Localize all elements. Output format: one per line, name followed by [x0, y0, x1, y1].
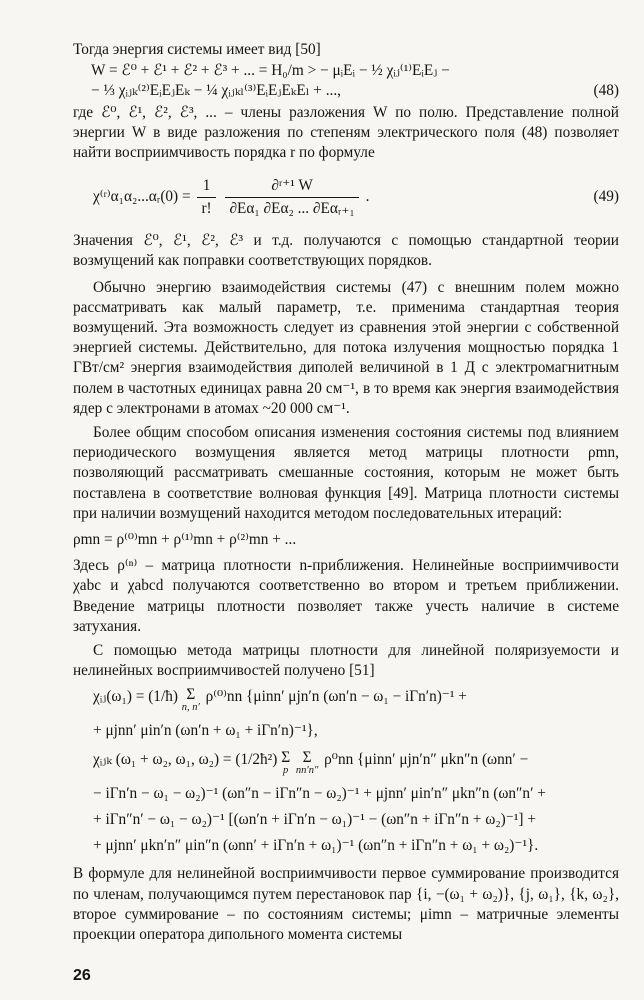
intro-paragraph: Тогда энергия системы имеет вид [50]: [73, 41, 321, 58]
fraction-2-numerator: ∂ʳ⁺¹ W: [225, 176, 358, 198]
paragraph-density-method: С помощью метода матрицы плотности для линейной поляризуемости и нелинейных восприимчивостей получено [51]: [73, 642, 619, 680]
sum-symbol: Σ: [186, 686, 196, 704]
equation-chi-nonlinear-line-3: [73, 810, 619, 830]
text-column: [73, 40, 619, 945]
equation-density-series-text: ρmn = ρ⁽⁰⁾mn + ρ⁽¹⁾mn + ρ⁽²⁾mn + ...: [73, 531, 297, 549]
sum-limits-1: p: [283, 764, 289, 776]
equation-48-line-1: [73, 61, 619, 81]
paragraph-values: Значения ℰ⁰, ℰ¹, ℰ², ℰ³ и т.д. получаются с помощью стандартной теории возмущений как поправки соответствующих порядков.: [73, 232, 619, 270]
equation-49-lhs: χ⁽ʳ⁾α₁α₂...αᵣ(0) =: [93, 188, 191, 206]
equation-chi-nonlinear-rhs: ρ⁰nn {μinn′ μjn′n″ μkn″n (ωnn′ −: [324, 750, 529, 768]
fraction-1-denominator: r!: [201, 200, 212, 218]
equation-chi-nonlinear-lhs: χᵢⱼₖ (ω₁ + ω₂, ω₁, ω₂) = (1/2ħ²): [93, 750, 278, 768]
fraction-partial-derivative: [225, 176, 358, 219]
equation-48-line-2: [73, 81, 619, 101]
equation-chi-linear-rhs: ρ⁽⁰⁾nn {μinn′ μjn′n (ωn′n − ω₁ − iΓn′n)⁻¹ +: [205, 688, 467, 706]
equation-48-number: (48): [593, 82, 619, 100]
equation-density-series: [73, 530, 619, 550]
fraction-2-denominator: ∂Eα₁ ∂Eα₂ ... ∂Eαᵣ₊₁: [229, 200, 355, 218]
paragraph-final: В формуле для нелинейной восприимчивости первое суммирование производится по членам, получающимся путем перестановок пар {i, −(ω₁ + ω₂)}, {j, ω₁}, {k, ω₂}, второе суммирование – по состояниям системы; μimn – матричные элементы проекции оператора дипольного момента системы: [73, 865, 619, 943]
paragraph-after-48: где ℰ⁰, ℰ¹, ℰ², ℰ³, ... – члены разложения W по полю. Представление полной энергии W в виде разложения по степеням электрического поля (48) позволяет найти восприимчивость порядка r по формуле: [73, 103, 619, 162]
equation-chi-nonlinear-line-1: [73, 750, 619, 778]
sum-symbol-2: Σ: [302, 748, 312, 766]
equation-chi-nonlinear-line-4: [73, 836, 619, 856]
equation-chi-linear-continuation: [73, 721, 619, 741]
sum-limits-2: nn′n″: [295, 764, 319, 776]
paragraph-here: Здесь ρ⁽ⁿ⁾ – матрица плотности n-приближения. Нелинейные восприимчивости χabc и χabcd получаются соответственно во втором и третьем приближении. Введение матрицы плотности позволяет также учесть наличие в системе затухания.: [73, 557, 619, 635]
page-number: 26: [73, 967, 91, 984]
paragraph-usually: Обычно энергию взаимодействия системы (47) с внешним полем можно рассматривать как малый параметр, т.е. применима стандартная теория возмущений. Эта возможность следует из сравнения этой энергии с собственной энергией системы. Действительно, для потока излучения мощностью порядка 1 ГВт/см² энергия взаимодействия диполей величиной в 1 Д с электромагнитным полем в частотных единицах равна 20 см⁻¹, в то время как энергия взаимодействия ядер с электронами в атомах ~20 000 см⁻¹.: [73, 278, 619, 417]
equation-48-text-2: − ⅓ χᵢⱼₖ⁽²⁾EᵢEⱼEₖ − ¼ χᵢⱼₖₗ⁽³⁾EᵢEⱼEₖEₗ + ...,: [91, 82, 341, 100]
paragraph-general-method: Более общим способом описания изменения состояния системы под влиянием периодического возмущения является метод матрицы плотности ρmn, позволяющий рассматривать смешанные состояния, которым не может быть поставлена в соответствие волновая функция [49]. Матрица плотности системы при наличии возмущений находится методом последовательных итераций:: [73, 424, 619, 522]
fraction-1-numerator: 1: [197, 176, 215, 198]
equation-chi-linear-lhs: χᵢⱼ(ω₁) = (1/ħ): [93, 688, 178, 706]
sum-symbol-1: Σ: [281, 748, 291, 766]
sum-limits: n, n′: [181, 702, 200, 714]
equation-chi-linear-continuation-text: + μjnn′ μin′n (ωn′n + ω₁ + iΓn′n)⁻¹},: [93, 722, 318, 740]
equation-48-text-1: W = ℰ⁰ + ℰ¹ + ℰ² + ℰ³ + ... = H₀/m > − μᵢEᵢ − ½ χᵢⱼ⁽¹⁾EᵢEⱼ −: [91, 62, 450, 80]
sum-sign: [182, 687, 200, 713]
sum-sign-states: [296, 750, 318, 776]
sum-sign-permutations: [281, 750, 290, 776]
equation-49: [73, 171, 619, 223]
equation-chi-nonlinear-text-3: + iΓn″n′ − ω₁ − ω₂)⁻¹ [(ωn′n + iΓn′n − ω₁)⁻¹ − (ωn″n + iΓn″n + ω₂)⁻¹] +: [93, 810, 536, 828]
equation-chi-nonlinear-line-2: [73, 784, 619, 804]
equation-49-number: (49): [593, 188, 619, 206]
equation-chi-nonlinear-text-2: − iΓn′n − ω₁ − ω₂)⁻¹ (ωn″n − iΓn″n − ω₂)⁻¹ + μjnn′ μin′n″ μkn″n (ωn″n′ +: [93, 784, 546, 802]
equation-chi-nonlinear-text-4: + μjnn′ μkn′n″ μin″n (ωnn′ + iΓn′n + ω₁)⁻¹ (ωn″n + iΓn″n + ω₁ + ω₂)⁻¹}.: [93, 837, 539, 855]
equation-49-tail: .: [365, 188, 370, 206]
fraction-one-over-r-factorial: [197, 176, 215, 219]
equation-chi-linear: [73, 687, 619, 715]
